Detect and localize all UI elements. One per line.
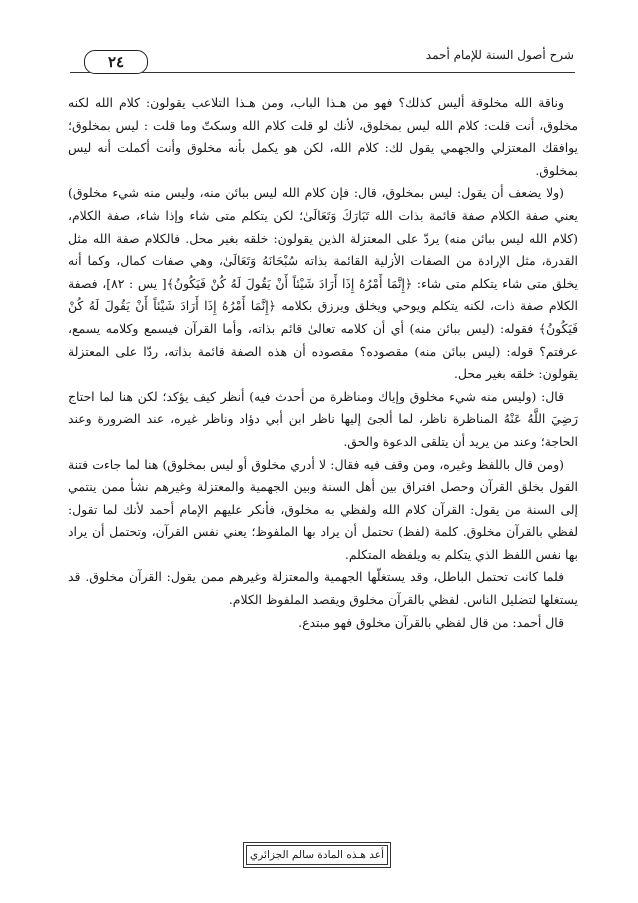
footer-credit: أعد هـذه المادة سالم الجزائري bbox=[246, 845, 388, 865]
paragraph-3: قال: (وليس منه شيء مخلوق وإياك ومناظرة من أحدث فيه) أنظر كيف يؤكد؛ لكن هنا لما احتاج رَضِيَ اللَّهُ عَنْهُ المناظرة ناظر، لما ألجئ إليها ناظر ابن أبي دؤاد وناظر غيره، عند الضرورة وعند الحاجة؛ وعند من يريد أن يتلقى الدعوة والحق. bbox=[68, 388, 578, 449]
paragraph-2: (ولا يضعف أن يقول: ليس بمخلوق، قال: فإن كلام الله ليس ببائن منه، وليس منه شيء مخلوق) يعني صفة الكلام صفة قائمة بذات الله تَبَارَكَ وَتَعَالَىٰ؛ لكن يتكلم متى شاء وإذا شاء، صفة الكلام، (كلام الله ليس ببائن منه) يردّ على المعتزلة الذين يقولون: خلقه بغير محل. فالكلام صفة الله مثل القدرة، مثل الإرادة من الصفات الأزلية القائمة بذاته سُبْحَانَهُ وَتَعَالَىٰ، وهي صفات كمال، وكما أنه يخلق متى شاء يتكلم متى شاء: ﴿إِنَّمَا أَمْرُهُ إِذَا أَرَادَ شَيْئاً أَنْ يَقُولَ لَهُ كُنْ فَيَكُونُ﴾[ يس : ٨٢]، فصفة الكلام صفة ذات، لكنه يتكلم ويوحي ويخلق ويرزق بكلامه ﴿إِنَّمَا أَمْرُهُ إِذَا أَرَادَ شَيْئاً أَنْ يَقُولَ لَهُ كُنْ فَيَكُونُ﴾ فقوله: (ليس ببائن منه) أي أن كلامه تعالىٰ قائم بذاته، وأما القرآن فيسمع وكلامه يسمع، عرفتم؟ قوله: (ليس ببائن منه) مقصوده؟ مقصوده أن هذه الصفة قائمة بذاته، ردّا على المعتزلة يقولون: خلقه بغير محل. bbox=[68, 185, 578, 382]
paragraph-6: قال أحمد: من قال لفظي بالقرآن مخلوق فهو مبتدع. bbox=[298, 614, 564, 630]
running-title: شرح أصول السنة للإمام أحمد bbox=[425, 48, 574, 62]
paragraph-1: وناقة الله مخلوقة أليس كذلك؟ فهو من هـذا الباب، ومن هـذا التلاعب يقولون: كلام الله لكنه مخلوق، أنت قلت: كلام الله ليس بمخلوق، لأنك لو قلت كلام الله وسكتّ وما قلت : ليس بمخلوق؛ يوافقك المعتزلي والجهمي يقول لك: كلام الله، لكن هو يكمل بأنه مخلوق وأنت أكملت أنه ليس بمخلوق. bbox=[68, 95, 578, 178]
paragraph-5: فلما كانت تحتمل الباطل، وقد يستغلّها الجهمية والمعتزلة وغيرهم ممن يقول: القرآن مخلوق. قد يستغلها لتضليل الناس. لفظي بالقرآن مخلوق ويقصد الملفوظ الكلام. bbox=[68, 569, 578, 608]
body-text bbox=[68, 92, 578, 634]
paragraph-4: (ومن قال باللفظ وغيره، ومن وقف فيه فقال: لا أدري مخلوق أو ليس بمخلوق) هنا لما جاءت فتنة القول بخلق القرآن وحصل افتراق بين أهل السنة وبين الجهمية والمعتزلة وغيرهم نشأ ممن ينتمي إلى السنة من يقول: القرآن كلام الله ولفظي به مخلوق، فأنكر عليهم الإمام أحمد لأنك لما تقول: لفظي بالقرآن مخلوق. كلمة (لفظ) تحتمل أن يراد بها الملفوظ؛ يعني نفس القرآن، وتحتمل أن يراد بها نفس اللفظ الذي يتكلم به ويلفظه المتكلم. bbox=[68, 456, 578, 562]
page-number: ٢٤ bbox=[84, 50, 148, 74]
